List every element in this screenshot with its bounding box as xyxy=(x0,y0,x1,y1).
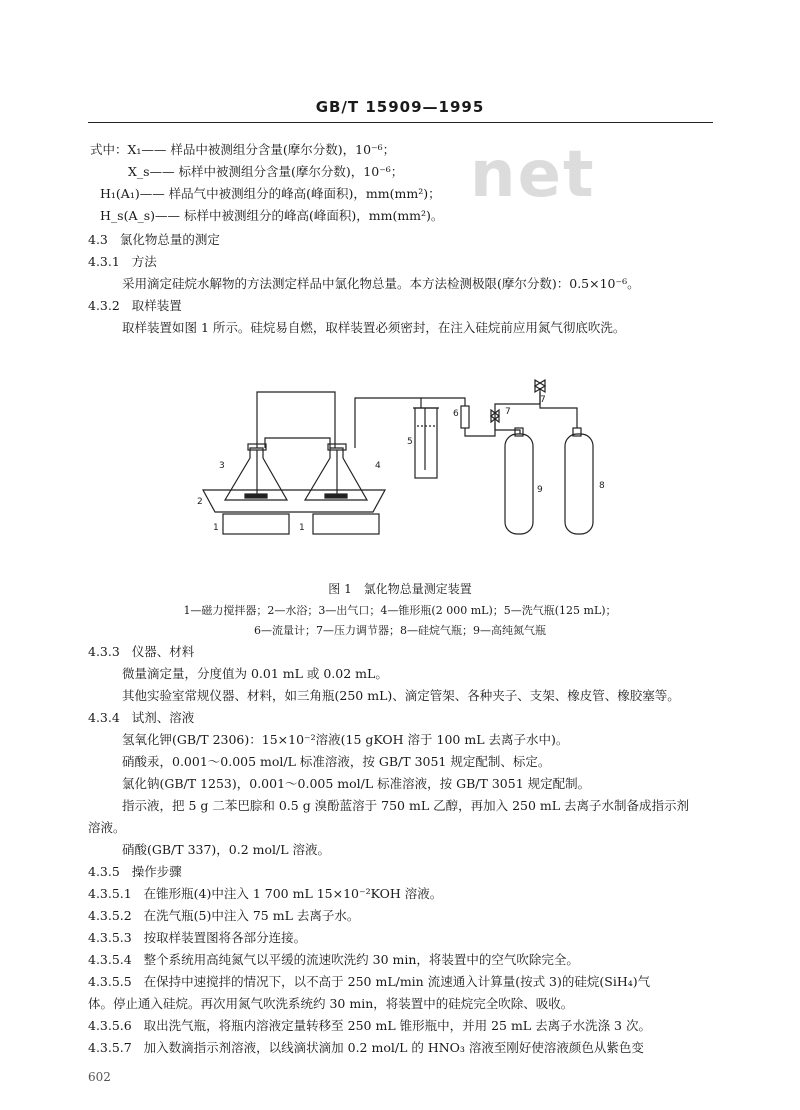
section-4-3-4 xyxy=(88,710,194,726)
step-4-3-5-7 xyxy=(88,1040,644,1056)
paragraph: 指示液，把 5 g 二苯巴腙和 0.5 g 溴酚蓝溶于 750 mL 乙醇，再加入 250 mL 去离子水制备成指示剂 xyxy=(122,798,690,813)
label-5: 5 xyxy=(407,437,413,447)
step-text: 在保持中速搅拌的情况下，以不高于 250 mL/min 流速通入计算量(按式 3)的硅烷(SiH₄)气 xyxy=(143,974,651,989)
section-title: 氯化物总量的测定 xyxy=(119,232,220,247)
step-number: 4.3.5.2 xyxy=(88,908,132,923)
tube-c xyxy=(421,398,465,406)
standard-header: GB/T 15909—1995 xyxy=(315,98,485,116)
label-1a: 1 xyxy=(213,523,219,533)
step-text: 按取样装置图将各部分连接。 xyxy=(143,930,307,945)
paragraph: 氯化钠(GB/T 1253)，0.001～0.005 mol/L 标准溶液，按 GB/T 3051 规定配制。 xyxy=(122,776,591,791)
paragraph: 硝酸(GB/T 337)，0.2 mol/L 溶液。 xyxy=(122,842,331,857)
tube-a xyxy=(257,392,335,448)
label-3: 3 xyxy=(219,461,225,471)
step-4-3-5-5-cont: 体。停止通入硅烷。再次用氮气吹洗系统约 30 min，将装置中的硅烷完全吹除、吸收。 xyxy=(88,996,574,1011)
paragraph: 硝酸汞，0.001～0.005 mol/L 标准溶液，按 GB/T 3051 规定配制、标定。 xyxy=(122,754,551,769)
def-line-1: 式中：X₁—— 样品中被测组分含量(摩尔分数)，10⁻⁶； xyxy=(90,142,396,157)
section-4-3-1 xyxy=(88,254,157,270)
silane-cylinder xyxy=(565,434,593,534)
section-number: 4.3 xyxy=(88,232,108,247)
section-number: 4.3.3 xyxy=(88,644,120,659)
step-number: 4.3.5.4 xyxy=(88,952,132,967)
paragraph: 氢氧化钾(GB/T 2306)：15×10⁻²溶液(15 gKOH 溶于 100 mL 去离子水中)。 xyxy=(122,732,569,747)
section-title: 仪器、材料 xyxy=(131,644,195,659)
section-4-3 xyxy=(88,232,220,248)
step-text: 在洗气瓶(5)中注入 75 mL 去离子水。 xyxy=(143,908,360,923)
label-9: 9 xyxy=(537,485,543,495)
paragraph: 溶液。 xyxy=(88,820,126,835)
paragraph: 取样装置如图 1 所示。硅烷易自燃，取样装置必须密封，在注入硅烷前应用氮气彻底吹洗。 xyxy=(122,320,626,335)
figure-legend-2: 6—流量计；7—压力调节器；8—硅烷气瓶；9—高纯氮气瓶 xyxy=(254,624,546,637)
step-text: 在锥形瓶(4)中注入 1 700 mL 15×10⁻²KOH 溶液。 xyxy=(143,886,443,901)
section-4-3-5 xyxy=(88,864,182,880)
section-4-3-2 xyxy=(88,298,182,314)
def-line-2: X_s—— 标样中被测组分含量(摩尔分数)，10⁻⁶； xyxy=(128,164,404,179)
section-title: 取样装置 xyxy=(131,298,182,313)
label-2: 2 xyxy=(197,497,203,507)
water-bath xyxy=(203,490,385,512)
def-line-3: H₁(A₁)—— 样品气中被测组分的峰高(峰面积)，mm(mm²)； xyxy=(100,186,441,201)
step-4-3-5-3 xyxy=(88,930,306,946)
watermark: net xyxy=(470,138,596,212)
stirrer-2 xyxy=(313,514,379,534)
step-4-3-5-4 xyxy=(88,952,579,968)
section-number: 4.3.1 xyxy=(88,254,120,269)
figure-caption: 图 1 氯化物总量测定装置 xyxy=(328,582,472,596)
step-4-3-5-6 xyxy=(88,1018,651,1034)
step-4-3-5-5 xyxy=(88,974,650,990)
label-6: 6 xyxy=(453,409,459,419)
step-4-3-5-2 xyxy=(88,908,359,924)
def-line-4: H_s(A_s)—— 标样中被测组分的峰高(峰面积)，mm(mm²)。 xyxy=(100,208,444,223)
section-4-3-3 xyxy=(88,644,194,660)
step-number: 4.3.5.5 xyxy=(88,974,132,989)
paragraph: 其他实验室常规仪器、材料，如三角瓶(250 mL)、滴定管架、各种夹子、支架、橡皮管、橡胶塞等。 xyxy=(122,688,680,703)
nitrogen-cylinder xyxy=(505,434,533,534)
paragraph: 微量滴定量，分度值为 0.01 mL 或 0.02 mL。 xyxy=(122,666,388,681)
figure-legend-1: 1—磁力搅拌器；2—水浴；3—出气口；4—锥形瓶(2 000 mL)；5—洗气瓶(125 mL)； xyxy=(183,604,617,617)
step-text: 加入数滴指示剂溶液，以线滴状滴加 0.2 mol/L 的 HNO₃ 溶液至刚好使溶液颜色从紫色变 xyxy=(143,1040,644,1055)
step-text: 整个系统用高纯氮气以平缓的流速吹洗约 30 min，将装置中的空气吹除完全。 xyxy=(143,952,579,967)
wash-bottle xyxy=(415,408,437,478)
step-number: 4.3.5.7 xyxy=(88,1040,132,1055)
flowmeter xyxy=(461,406,469,428)
section-number: 4.3.4 xyxy=(88,710,120,725)
section-number: 4.3.5 xyxy=(88,864,120,879)
step-text: 取出洗气瓶，将瓶内溶液定量转移至 250 mL 锥形瓶中，并用 25 mL 去离子水洗涤 3 次。 xyxy=(143,1018,651,1033)
label-7-mid: 7 xyxy=(505,407,511,417)
section-title: 操作步骤 xyxy=(131,864,182,879)
label-8: 8 xyxy=(599,481,605,491)
header-rule xyxy=(88,122,713,123)
step-number: 4.3.5.6 xyxy=(88,1018,132,1033)
flask-1 xyxy=(225,448,287,500)
label-4: 4 xyxy=(375,461,381,471)
page-number: 602 xyxy=(88,1070,111,1084)
section-title: 方法 xyxy=(131,254,157,269)
section-number: 4.3.2 xyxy=(88,298,120,313)
apparatus-diagram xyxy=(195,378,635,538)
step-4-3-5-1 xyxy=(88,886,442,902)
section-title: 试剂、溶液 xyxy=(131,710,195,725)
stirrer-1 xyxy=(223,514,289,534)
label-7-upper: 7 xyxy=(540,395,546,405)
paragraph: 采用滴定硅烷水解物的方法测定样品中氯化物总量。本方法检测极限(摩尔分数)：0.5×10⁻⁶。 xyxy=(122,276,640,291)
step-number: 4.3.5.3 xyxy=(88,930,132,945)
flask-2 xyxy=(305,448,367,500)
label-1b: 1 xyxy=(299,523,305,533)
step-number: 4.3.5.1 xyxy=(88,886,132,901)
